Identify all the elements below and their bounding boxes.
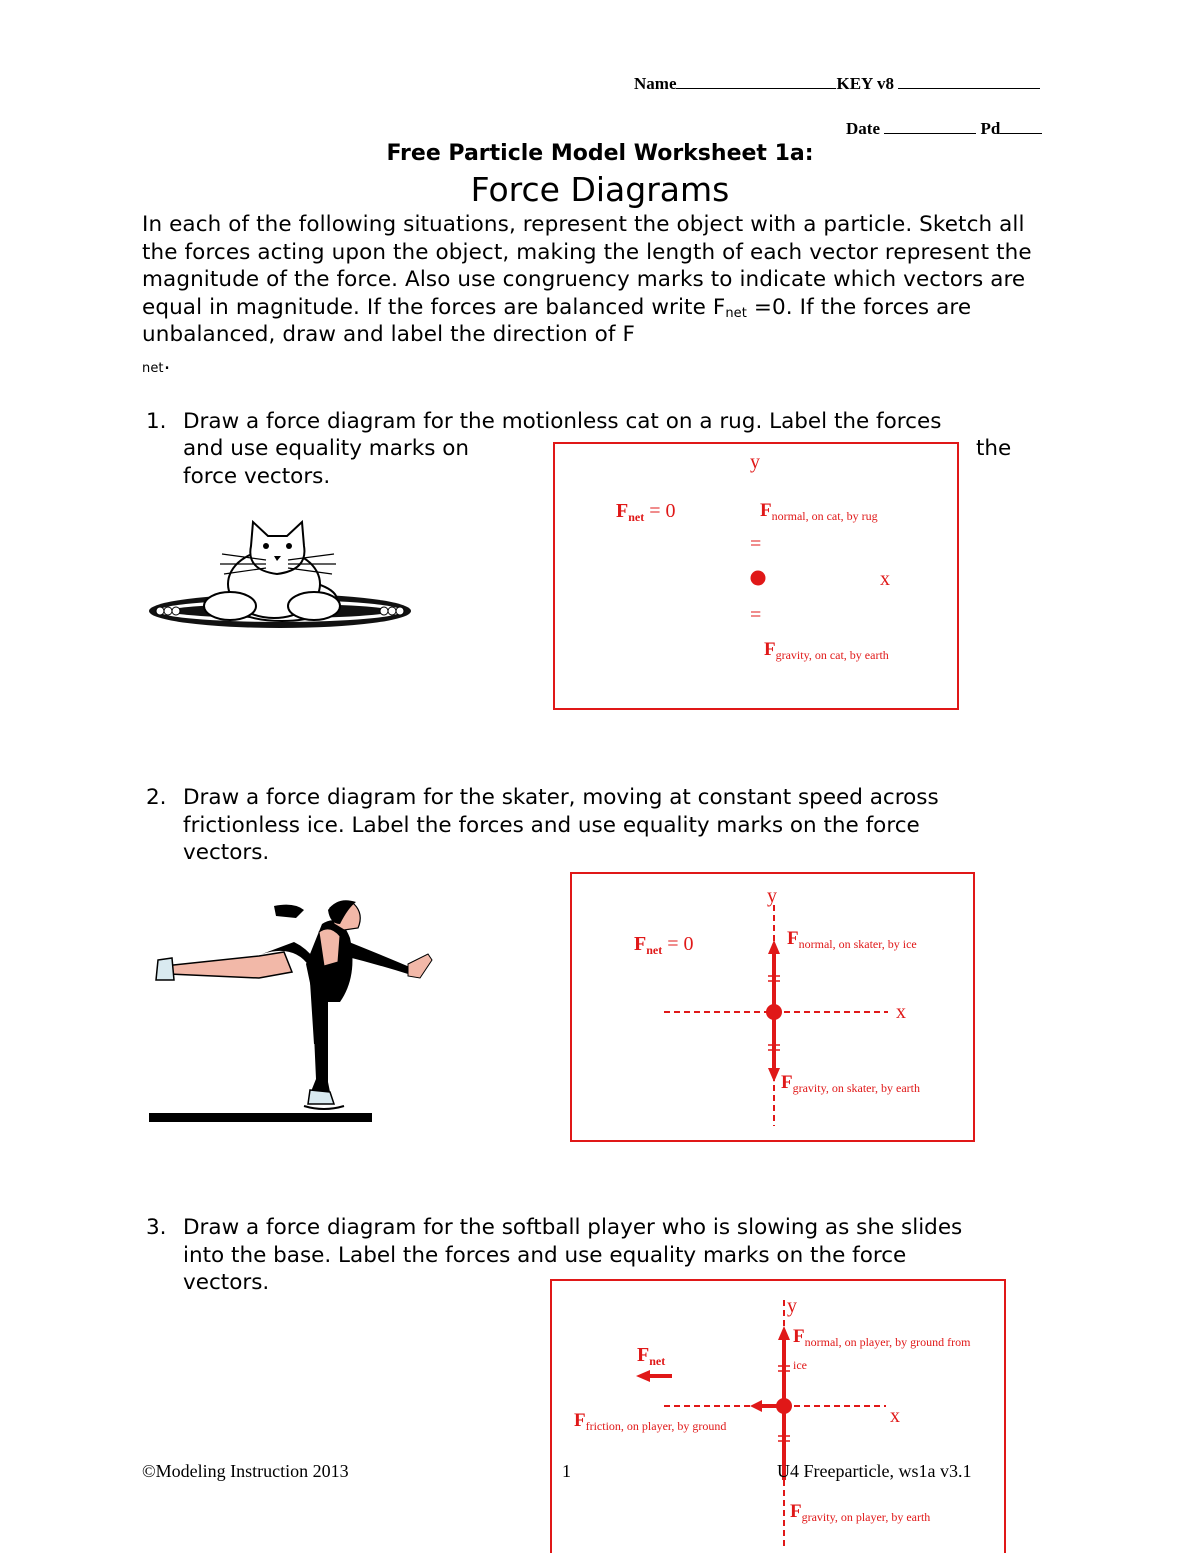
- question-text-line: vectors.: [183, 840, 270, 865]
- y-axis-label: y: [787, 1295, 797, 1317]
- question-text-line: Draw a force diagram for the softball player who is slowing as she slides: [183, 1215, 963, 1240]
- equality-mark-bottom: =: [750, 604, 762, 626]
- question-number: 2.: [146, 785, 167, 810]
- question-text-line: into the base. Label the forces and use equality marks on the force: [183, 1243, 907, 1268]
- question-text-line: frictionless ice. Label the forces and use equality marks on the force: [183, 813, 920, 838]
- cat-on-rug-illustration: [146, 516, 418, 630]
- fnet-label: $F_{net} = 0$: [616, 500, 676, 524]
- x-axis-label: x: [890, 1405, 900, 1427]
- pd-blank: [1000, 117, 1042, 134]
- question-number: 3.: [146, 1215, 167, 1240]
- gravity-force-label: $F_{gravity, on skater, by earth}$: [781, 1072, 920, 1095]
- fnet-label: $F_{net}$: [637, 1344, 666, 1368]
- instructions-sub-2: net: [142, 360, 164, 376]
- fnet-label: $F_{net} = 0$: [634, 933, 694, 957]
- name-label: Name: [634, 74, 677, 93]
- date-label: Date: [846, 119, 880, 138]
- pd-label: Pd: [980, 119, 1001, 138]
- name-blank: [676, 72, 836, 89]
- question-number: 1.: [146, 409, 167, 434]
- question-text-line: vectors.: [183, 1270, 270, 1295]
- y-axis-label: y: [750, 451, 760, 473]
- date-line: [846, 117, 1042, 139]
- force-diagram-2: [570, 872, 975, 1142]
- name-line: [634, 72, 1040, 94]
- normal-force-label-continued: ice: [793, 1358, 807, 1372]
- key-text: KEY v8: [836, 74, 894, 93]
- equality-mark-top: =: [750, 533, 762, 555]
- instructions-sub-1: net: [725, 305, 747, 321]
- date-blank: [884, 117, 976, 134]
- question-text-line-end: the: [976, 436, 1012, 461]
- x-axis-label: x: [880, 568, 890, 590]
- skater-illustration: [144, 894, 434, 1126]
- page-title: Force Diagrams: [470, 170, 730, 209]
- instructions-text-3: .: [163, 349, 171, 375]
- normal-force-label: $F_{normal, on cat, by rug}$: [760, 500, 878, 523]
- normal-force-label: $F_{normal, on skater, by ice}$: [787, 928, 917, 951]
- name-blank-2: [898, 72, 1040, 89]
- normal-force-label: $F_{normal, on player, by ground from}$: [793, 1326, 971, 1349]
- footer-copyright: ©Modeling Instruction 2013: [142, 1461, 349, 1481]
- force-diagram-1: [553, 442, 959, 710]
- instructions-paragraph: [142, 211, 1062, 377]
- x-axis-label: x: [896, 1001, 906, 1023]
- gravity-force-label: $F_{gravity, on cat, by earth}$: [764, 639, 889, 662]
- y-axis-label: y: [767, 885, 777, 907]
- instructions-text-1: In each of the following situations, represent the object with a particle. Sketch all the forces acting upon the object, making the length of each vector represent the magnitude of the force. Also use congruency marks to indicate which vectors are equal in magnitude. If the forces are balanced write F: [142, 212, 1032, 320]
- instructions-text-2: =0. If the forces are unbalanced, draw and label the direction of F: [142, 294, 972, 348]
- friction-force-label: $F_{friction, on player, by ground}$: [574, 1410, 727, 1433]
- question-text-line: Draw a force diagram for the skater, moving at constant speed across: [183, 785, 939, 810]
- gravity-force-label: $F_{gravity, on player, by earth}$: [790, 1501, 931, 1524]
- footer-page-number: 1: [562, 1461, 571, 1481]
- question-text-line: force vectors.: [183, 464, 331, 489]
- question-text-line: Draw a force diagram for the motionless cat on a rug. Label the forces: [183, 409, 942, 434]
- footer-doc-id: U4 Freeparticle, ws1a v3.1: [777, 1461, 972, 1481]
- question-text-line: and use equality marks on: [183, 436, 470, 461]
- worksheet-subtitle: Free Particle Model Worksheet 1a:: [386, 141, 814, 166]
